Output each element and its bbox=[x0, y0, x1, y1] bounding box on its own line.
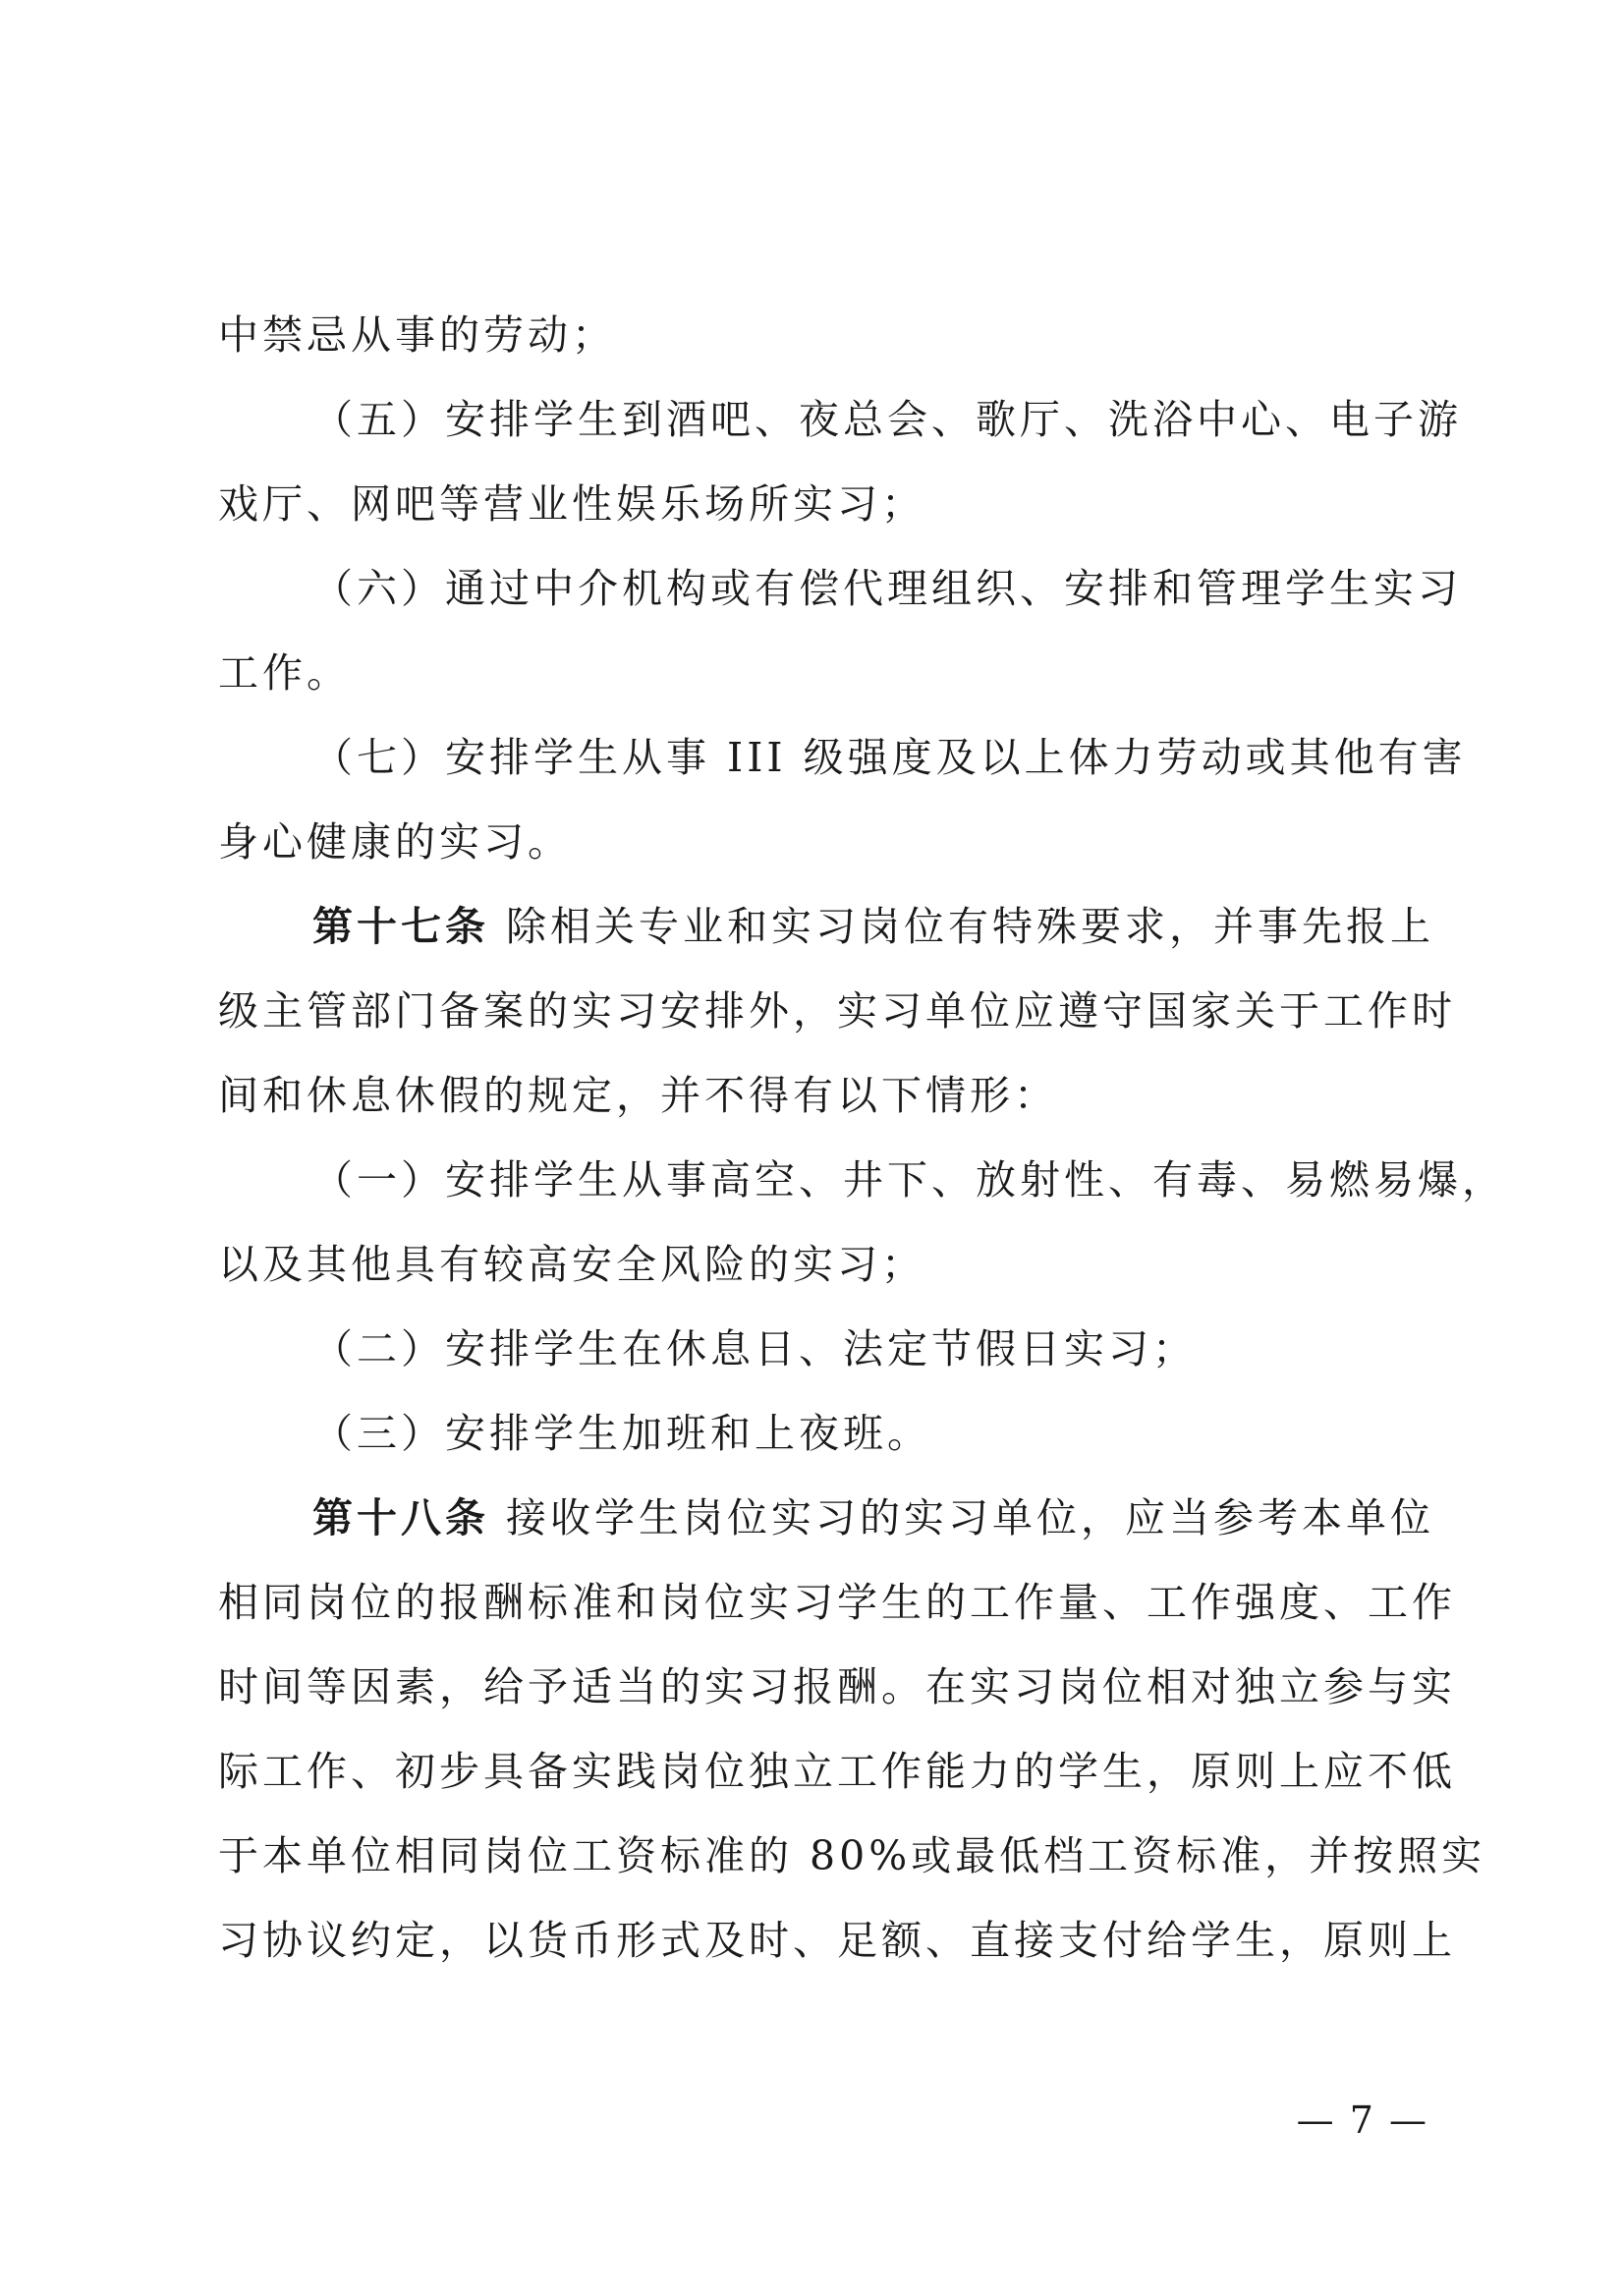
article-heading-line bbox=[218, 898, 1435, 955]
text-line bbox=[218, 1320, 1428, 1377]
text-line bbox=[218, 1658, 1456, 1715]
line-text: （六）通过中介机构或有偿代理组织、安排和管理学生实习 bbox=[312, 565, 1462, 612]
text-line bbox=[218, 644, 1428, 701]
line-text: 除相关专业和实习岗位有特殊要求，并事先报上 bbox=[489, 903, 1435, 950]
line-text: 间和休息休假的规定，并不得有以下情形： bbox=[218, 1072, 1058, 1119]
line-text: （二）安排学生在休息日、法定节假日实习； bbox=[312, 1325, 1197, 1372]
line-text: 中禁忌从事的劳动； bbox=[218, 311, 616, 359]
line-text: （三）安排学生加班和上夜班。 bbox=[312, 1410, 931, 1457]
text-line bbox=[218, 307, 1428, 364]
line-text: 时间等因素，给予适当的实习报酬。在实习岗位相对独立参与实 bbox=[218, 1663, 1456, 1710]
text-line bbox=[218, 1912, 1456, 1969]
text-line bbox=[218, 1405, 1428, 1462]
text-line bbox=[218, 560, 1462, 617]
article-title: 第十七条 bbox=[312, 903, 489, 950]
page-number: — 7 — bbox=[1296, 2099, 1428, 2142]
text-line bbox=[218, 1236, 1428, 1293]
line-text: （五）安排学生到酒吧、夜总会、歌厅、洗浴中心、电子游 bbox=[312, 396, 1462, 443]
line-text: 级主管部门备案的实习安排外，实习单位应遵守国家关于工作时 bbox=[218, 987, 1456, 1035]
line-text: 习协议约定，以货币形式及时、足额、直接支付给学生，原则上 bbox=[218, 1917, 1456, 1964]
line-text: 工作。 bbox=[218, 649, 351, 697]
line-text: 相同岗位的报酬标准和岗位实习学生的工作量、工作强度、工作 bbox=[218, 1579, 1456, 1626]
line-text: 接收学生岗位实习的实习单位，应当参考本单位 bbox=[489, 1494, 1435, 1541]
line-text: 身心健康的实习。 bbox=[218, 818, 572, 866]
text-line bbox=[218, 1067, 1428, 1124]
text-line bbox=[218, 476, 1428, 532]
line-text: 戏厅、网吧等营业性娱乐场所实习； bbox=[218, 480, 925, 528]
text-line bbox=[218, 813, 1428, 870]
line-text: 以及其他具有较高安全风险的实习； bbox=[218, 1241, 925, 1288]
text-line bbox=[218, 1827, 1486, 1884]
line-text: 际工作、初步具备实践岗位独立工作能力的学生，原则上应不低 bbox=[218, 1748, 1456, 1795]
article-heading-line bbox=[218, 1489, 1435, 1546]
article-title: 第十八条 bbox=[312, 1494, 489, 1541]
text-line bbox=[218, 982, 1456, 1039]
text-line bbox=[218, 1743, 1456, 1800]
text-line bbox=[218, 729, 1467, 786]
line-text: 于本单位相同岗位工资标准的 80%或最低档工资标准，并按照实 bbox=[218, 1832, 1486, 1879]
text-line bbox=[218, 391, 1462, 448]
line-text: （七）安排学生从事 III 级强度及以上体力劳动或其他有害 bbox=[312, 734, 1467, 781]
text-line bbox=[218, 1151, 1506, 1208]
text-line bbox=[218, 1574, 1456, 1631]
line-text: （一）安排学生从事高空、井下、放射性、有毒、易燃易爆， bbox=[312, 1156, 1506, 1204]
